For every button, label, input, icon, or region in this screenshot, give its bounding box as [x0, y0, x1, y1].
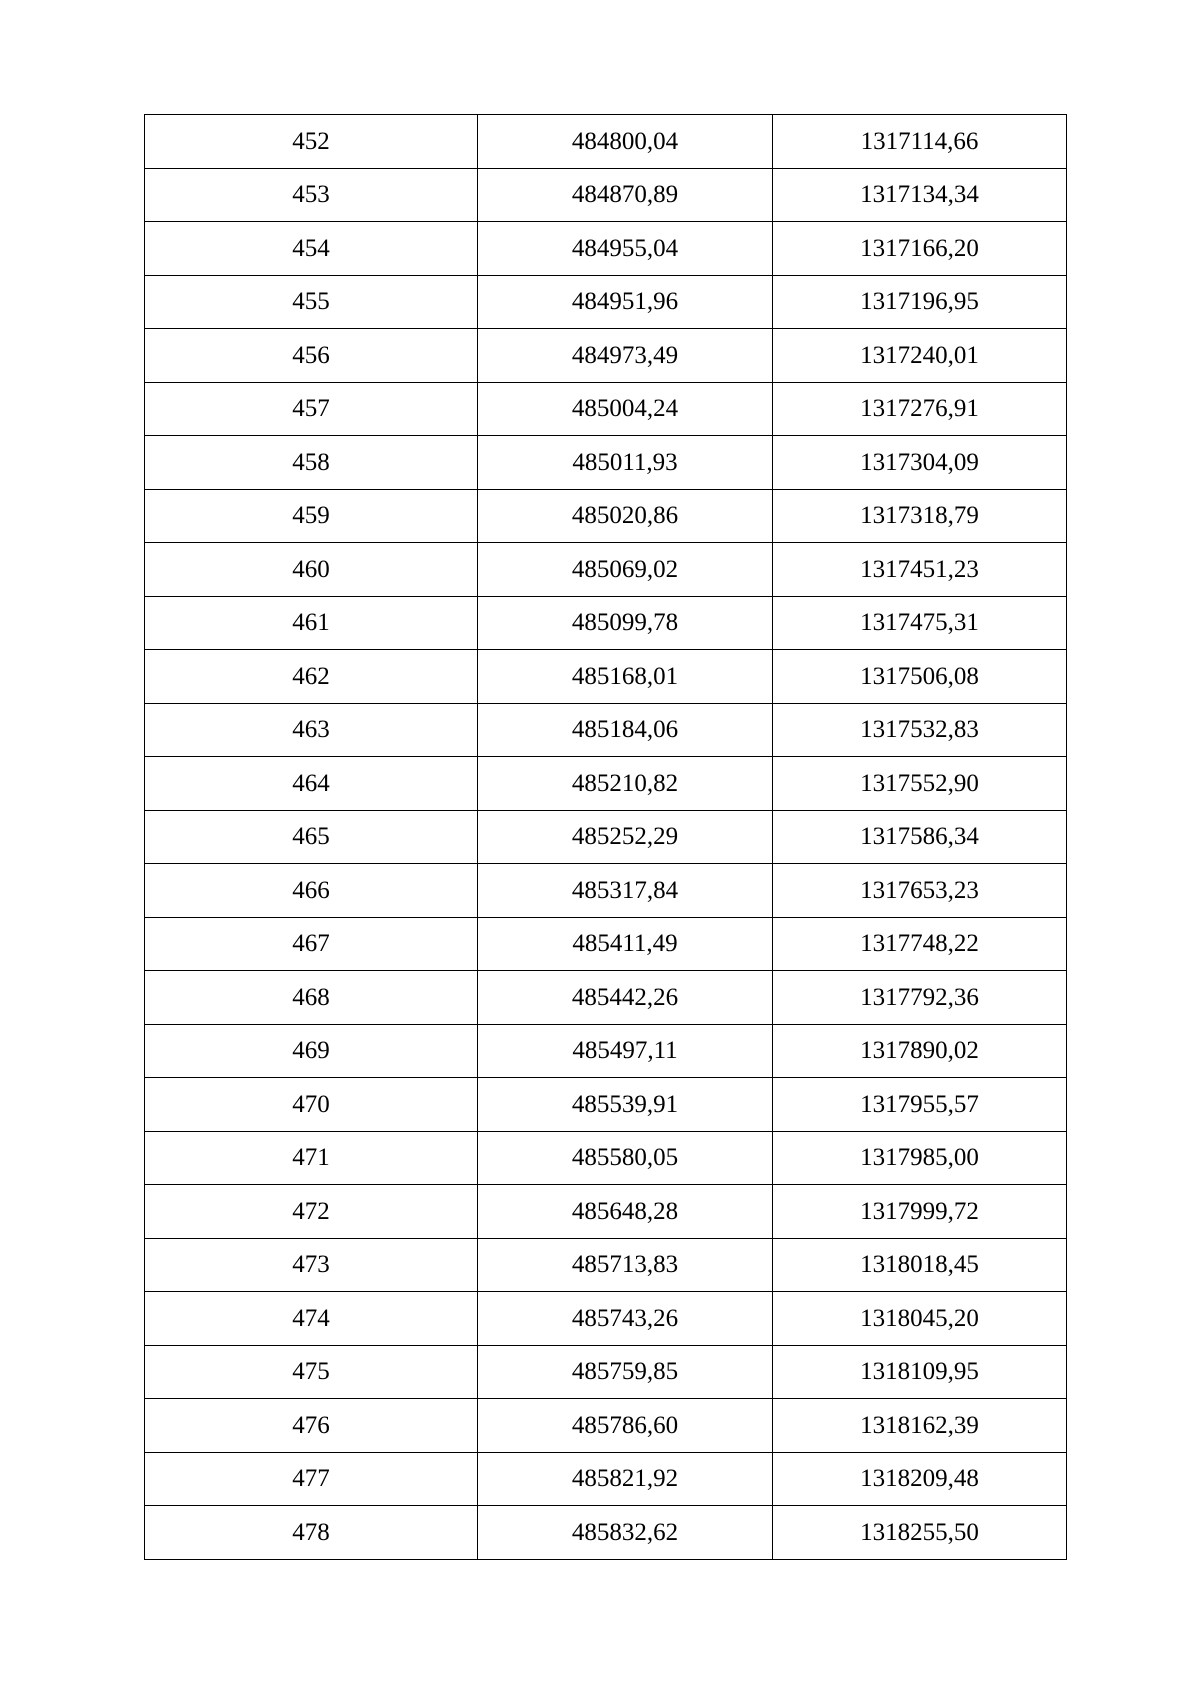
- table-row: [145, 222, 1067, 276]
- x-coordinate-cell: 484951,96: [478, 275, 773, 329]
- point-number-cell: 474: [145, 1292, 478, 1346]
- table-row: [145, 810, 1067, 864]
- table-row: [145, 275, 1067, 329]
- y-coordinate-cell: 1318162,39: [773, 1399, 1067, 1453]
- y-coordinate-cell: 1318255,50: [773, 1506, 1067, 1560]
- point-number-cell: 470: [145, 1078, 478, 1132]
- coordinates-table: [144, 114, 1067, 1560]
- x-coordinate-cell: 485713,83: [478, 1238, 773, 1292]
- point-number-cell: 467: [145, 917, 478, 971]
- y-coordinate-cell: 1317114,66: [773, 115, 1067, 169]
- y-coordinate-cell: 1317653,23: [773, 864, 1067, 918]
- point-number-cell: 466: [145, 864, 478, 918]
- table-row: [145, 1238, 1067, 1292]
- x-coordinate-cell: 485184,06: [478, 703, 773, 757]
- table-row: [145, 1399, 1067, 1453]
- x-coordinate-cell: 485786,60: [478, 1399, 773, 1453]
- x-coordinate-cell: 485020,86: [478, 489, 773, 543]
- point-number-cell: 463: [145, 703, 478, 757]
- y-coordinate-cell: 1317276,91: [773, 382, 1067, 436]
- x-coordinate-cell: 484870,89: [478, 168, 773, 222]
- x-coordinate-cell: 485252,29: [478, 810, 773, 864]
- point-number-cell: 472: [145, 1185, 478, 1239]
- point-number-cell: 453: [145, 168, 478, 222]
- x-coordinate-cell: 485210,82: [478, 757, 773, 811]
- y-coordinate-cell: 1317166,20: [773, 222, 1067, 276]
- point-number-cell: 461: [145, 596, 478, 650]
- table-row: [145, 650, 1067, 704]
- x-coordinate-cell: 485442,26: [478, 971, 773, 1025]
- table-row: [145, 168, 1067, 222]
- x-coordinate-cell: 485759,85: [478, 1345, 773, 1399]
- y-coordinate-cell: 1317532,83: [773, 703, 1067, 757]
- y-coordinate-cell: 1317890,02: [773, 1024, 1067, 1078]
- x-coordinate-cell: 485648,28: [478, 1185, 773, 1239]
- table-row: [145, 917, 1067, 971]
- y-coordinate-cell: 1317475,31: [773, 596, 1067, 650]
- table-row: [145, 971, 1067, 1025]
- table-row: [145, 1024, 1067, 1078]
- y-coordinate-cell: 1317552,90: [773, 757, 1067, 811]
- point-number-cell: 464: [145, 757, 478, 811]
- x-coordinate-cell: 484955,04: [478, 222, 773, 276]
- table-row: [145, 543, 1067, 597]
- x-coordinate-cell: 485821,92: [478, 1452, 773, 1506]
- point-number-cell: 458: [145, 436, 478, 490]
- x-coordinate-cell: 484973,49: [478, 329, 773, 383]
- point-number-cell: 455: [145, 275, 478, 329]
- table-row: [145, 115, 1067, 169]
- y-coordinate-cell: 1317985,00: [773, 1131, 1067, 1185]
- x-coordinate-cell: 485069,02: [478, 543, 773, 597]
- table-body: [145, 115, 1067, 1560]
- x-coordinate-cell: 485317,84: [478, 864, 773, 918]
- x-coordinate-cell: 485168,01: [478, 650, 773, 704]
- y-coordinate-cell: 1317196,95: [773, 275, 1067, 329]
- y-coordinate-cell: 1318018,45: [773, 1238, 1067, 1292]
- x-coordinate-cell: 485411,49: [478, 917, 773, 971]
- point-number-cell: 471: [145, 1131, 478, 1185]
- table-row: [145, 382, 1067, 436]
- x-coordinate-cell: 485099,78: [478, 596, 773, 650]
- table-row: [145, 489, 1067, 543]
- table-row: [145, 1185, 1067, 1239]
- point-number-cell: 452: [145, 115, 478, 169]
- table-row: [145, 1452, 1067, 1506]
- y-coordinate-cell: 1318109,95: [773, 1345, 1067, 1399]
- x-coordinate-cell: 485743,26: [478, 1292, 773, 1346]
- point-number-cell: 468: [145, 971, 478, 1025]
- y-coordinate-cell: 1317451,23: [773, 543, 1067, 597]
- x-coordinate-cell: 485004,24: [478, 382, 773, 436]
- y-coordinate-cell: 1317955,57: [773, 1078, 1067, 1132]
- x-coordinate-cell: 485497,11: [478, 1024, 773, 1078]
- point-number-cell: 473: [145, 1238, 478, 1292]
- point-number-cell: 456: [145, 329, 478, 383]
- y-coordinate-cell: 1317792,36: [773, 971, 1067, 1025]
- table-row: [145, 1506, 1067, 1560]
- table-row: [145, 757, 1067, 811]
- x-coordinate-cell: 485011,93: [478, 436, 773, 490]
- point-number-cell: 459: [145, 489, 478, 543]
- point-number-cell: 469: [145, 1024, 478, 1078]
- y-coordinate-cell: 1317586,34: [773, 810, 1067, 864]
- table-row: [145, 436, 1067, 490]
- point-number-cell: 454: [145, 222, 478, 276]
- point-number-cell: 476: [145, 1399, 478, 1453]
- table-row: [145, 1078, 1067, 1132]
- y-coordinate-cell: 1318045,20: [773, 1292, 1067, 1346]
- table-row: [145, 1345, 1067, 1399]
- y-coordinate-cell: 1317134,34: [773, 168, 1067, 222]
- x-coordinate-cell: 484800,04: [478, 115, 773, 169]
- y-coordinate-cell: 1317240,01: [773, 329, 1067, 383]
- y-coordinate-cell: 1317748,22: [773, 917, 1067, 971]
- table-row: [145, 864, 1067, 918]
- y-coordinate-cell: 1317999,72: [773, 1185, 1067, 1239]
- y-coordinate-cell: 1317506,08: [773, 650, 1067, 704]
- x-coordinate-cell: 485539,91: [478, 1078, 773, 1132]
- x-coordinate-cell: 485580,05: [478, 1131, 773, 1185]
- point-number-cell: 465: [145, 810, 478, 864]
- table-row: [145, 703, 1067, 757]
- point-number-cell: 478: [145, 1506, 478, 1560]
- point-number-cell: 462: [145, 650, 478, 704]
- x-coordinate-cell: 485832,62: [478, 1506, 773, 1560]
- table-row: [145, 329, 1067, 383]
- table-row: [145, 1131, 1067, 1185]
- y-coordinate-cell: 1317304,09: [773, 436, 1067, 490]
- table-row: [145, 1292, 1067, 1346]
- y-coordinate-cell: 1317318,79: [773, 489, 1067, 543]
- point-number-cell: 475: [145, 1345, 478, 1399]
- y-coordinate-cell: 1318209,48: [773, 1452, 1067, 1506]
- point-number-cell: 460: [145, 543, 478, 597]
- point-number-cell: 457: [145, 382, 478, 436]
- table-row: [145, 596, 1067, 650]
- point-number-cell: 477: [145, 1452, 478, 1506]
